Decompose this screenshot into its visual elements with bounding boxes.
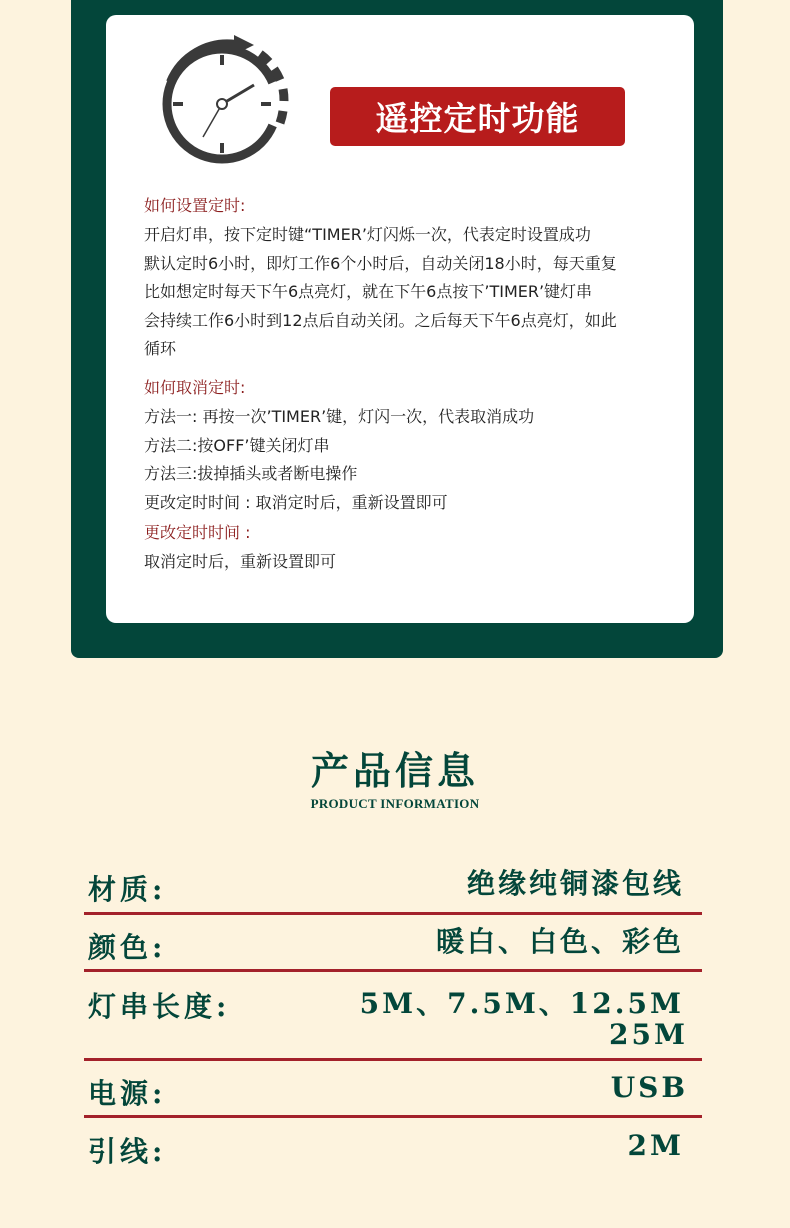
set-timer-line: 比如想定时每天下午6点亮灯，就在下午6点按下’TIMER’键灯串 <box>144 282 593 301</box>
cancel-timer-line: 方法一: 再按一次’TIMER’键，灯闪一次，代表取消成功 <box>144 407 535 426</box>
spec-label: 材质: <box>88 873 167 906</box>
product-info-title: 产品信息 <box>310 748 479 793</box>
spec-label: 电源: <box>88 1077 167 1110</box>
change-timer-section <box>144 522 684 577</box>
timer-function-title: 遥控定时功能 <box>330 87 625 146</box>
spec-divider <box>84 1058 702 1061</box>
set-timer-line: 开启灯串，按下定时键“TIMER’灯闪烁一次，代表定时设置成功 <box>144 225 591 244</box>
cancel-timer-line: 更改定时时间 : 取消定时后，重新设置即可 <box>144 492 448 512</box>
spec-value: 暖白、白色、彩色 <box>435 925 684 958</box>
change-timer-heading: 更改定时时间 : <box>144 523 251 542</box>
change-timer-line: 取消定时后，重新设置即可 <box>144 552 337 571</box>
spec-label: 引线: <box>88 1135 167 1168</box>
spec-label: 灯串长度: <box>88 990 231 1023</box>
set-timer-line: 循环 <box>144 339 177 358</box>
set-timer-line: 会持续工作6小时到12点后自动关闭。之后每天下午6点亮灯，如此 <box>144 310 617 330</box>
cancel-timer-line: 方法三:拔掉插头或者断电操作 <box>144 464 358 483</box>
spec-value: USB <box>610 1071 688 1104</box>
spec-value: 5M、7.5M、12.5M <box>359 987 684 1020</box>
spec-divider <box>84 1115 702 1118</box>
spec-value-second-line: 25M <box>609 1018 688 1051</box>
spec-divider <box>84 912 702 915</box>
spec-label: 颜色: <box>88 931 167 964</box>
set-timer-line: 默认定时6小时，即灯工作6个小时后，自动关闭18小时，每天重复 <box>144 253 617 273</box>
cancel-timer-heading: 如何取消定时: <box>144 378 246 397</box>
spec-value: 绝缘纯铜漆包线 <box>466 867 684 900</box>
set-timer-heading: 如何设置定时: <box>144 196 246 215</box>
spec-value: 2M <box>627 1129 684 1162</box>
product-info-subtitle: PRODUCT INFORMATION <box>310 796 480 811</box>
clock-timer-icon <box>156 34 291 169</box>
set-timer-section <box>144 195 684 364</box>
cancel-timer-section <box>144 377 684 517</box>
cancel-timer-line: 方法二:按OFF’键关闭灯串 <box>144 435 330 455</box>
spec-divider <box>84 969 702 972</box>
